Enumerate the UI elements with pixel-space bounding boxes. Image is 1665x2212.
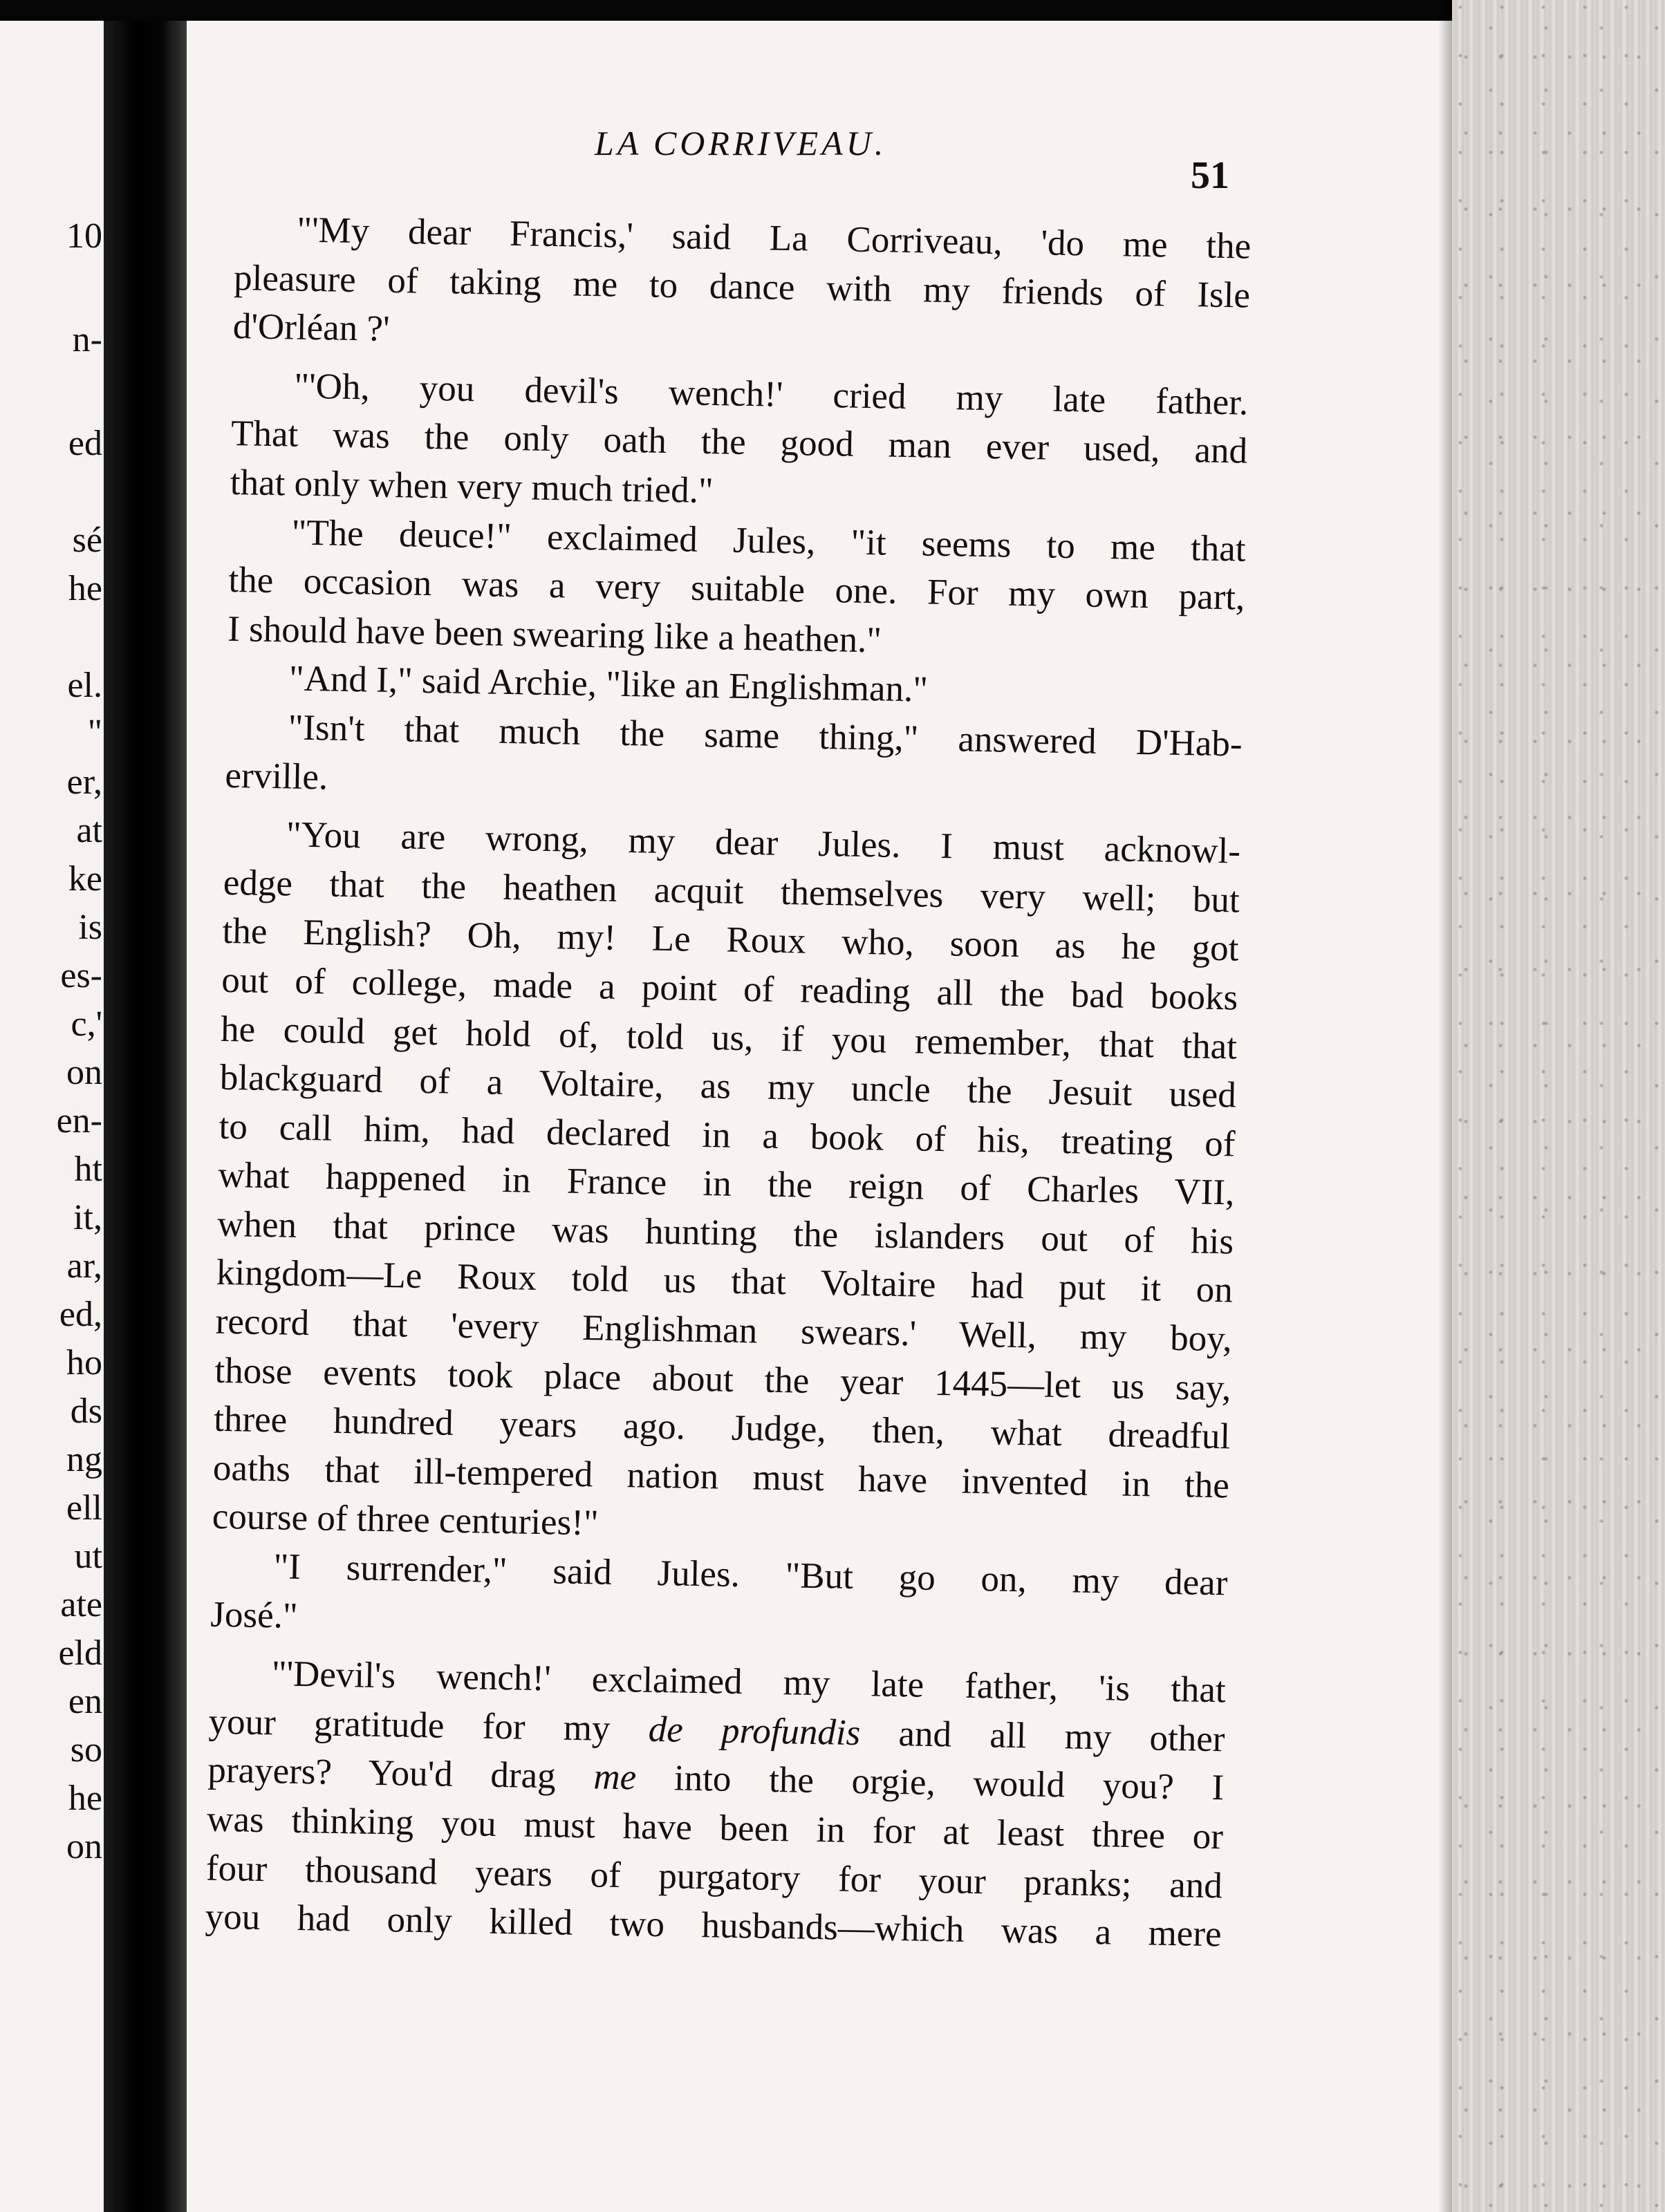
text-line: that only when very much tried." (230, 462, 714, 512)
text-line: was thinking you must have been in for at least three or (206, 1799, 1224, 1857)
text-line: four thousand years of purgatory for your pranks; and (205, 1848, 1223, 1906)
left-fragment: ed, (59, 1295, 102, 1334)
text-line: José." (210, 1594, 299, 1636)
left-fragment: eld (58, 1633, 102, 1673)
text-line: "'Devil's wench!' exclaimed my late father, 'is that (271, 1653, 1227, 1711)
italic-phrase: me (593, 1756, 637, 1798)
text-line: the occasion was a very suitable one. For my own part, (228, 560, 1245, 618)
text-line: erville. (225, 755, 328, 797)
text-line: out of college, made a point of reading all the bad books (221, 959, 1238, 1018)
italic-phrase: de profundis (648, 1709, 861, 1753)
page-number: 51 (1191, 154, 1229, 197)
book-gutter (104, 21, 187, 2212)
text-line: pleasure of taking me to dance with my friends of Isle (233, 257, 1251, 316)
left-fragment: er, (66, 762, 102, 802)
text-line: That was the only oath the good man ever used, and (230, 413, 1248, 471)
text-line: "The deuce!" exclaimed Jules, "it seems to me that (291, 512, 1247, 570)
text-line: three hundred years ago. Judge, then, what dreadful (213, 1398, 1231, 1457)
text-line: when that prince was hunting the islanders out of his (216, 1203, 1234, 1262)
left-fragment: n- (72, 320, 102, 359)
page-edges (1452, 0, 1665, 2212)
text-segment: and all my other (898, 1713, 1226, 1760)
text-line: those events took place about the year 1445—let us say, (214, 1350, 1231, 1409)
text-line: he could get hold of, told us, if you remember, that that (220, 1009, 1238, 1067)
left-fragment: ds (70, 1391, 102, 1431)
left-fragment: ut (74, 1537, 102, 1576)
text-line: "I surrender," said Jules. "But go on, my dear (273, 1546, 1228, 1604)
left-fragment: es- (60, 956, 102, 995)
left-fragment: ke (68, 859, 102, 899)
left-fragment: " (87, 713, 102, 752)
left-fragment: el. (67, 666, 102, 705)
left-fragment: en (68, 1682, 102, 1721)
text-line: blackguard of a Voltaire, as my uncle the Jesuit used (219, 1057, 1237, 1116)
left-fragment: ell (66, 1488, 102, 1528)
text-line: d'Orléan ?' (232, 306, 390, 350)
text-segment: prayers? You'd drag (207, 1750, 557, 1797)
text-line: "You are wrong, my dear Jules. I must acknowl- (286, 814, 1241, 872)
text-line: what happened in France in the reign of Charles VII, (217, 1155, 1235, 1213)
text-line: "'Oh, you devil's wench!' cried my late father. (293, 366, 1249, 423)
left-fragment: 10 (66, 216, 102, 256)
left-fragment: it, (73, 1198, 102, 1237)
text-line: the English? Oh, my! Le Roux who, soon as he got (222, 911, 1239, 969)
left-fragment: sé (72, 521, 102, 560)
text-line: you had only killed two husbands—which was a mere (205, 1896, 1222, 1955)
left-fragment: ht (74, 1150, 102, 1189)
left-fragment: c,' (71, 1004, 102, 1044)
text-segment: your gratitude for my (208, 1701, 611, 1749)
left-fragment: is (78, 908, 102, 947)
text-line: "Isn't that much the same thing," answered D'Hab- (288, 707, 1243, 765)
left-fragment: ng (66, 1440, 102, 1479)
left-fragment: at (76, 811, 102, 850)
text-line: I should have been swearing like a heathen." (227, 608, 882, 661)
text-line: edge that the heathen acquit themselves very well; but (223, 862, 1240, 921)
left-fragment: ar, (66, 1246, 102, 1286)
left-fragment: ate (60, 1585, 102, 1624)
text-line: "And I," said Archie, "like an Englishman." (288, 658, 929, 710)
text-line: to call him, had declared in a book of his, treating of (218, 1106, 1236, 1165)
left-fragment: ed (68, 424, 102, 463)
left-fragment: so (70, 1730, 102, 1770)
text-segment: into the orgie, would you? I (673, 1758, 1225, 1808)
running-head: LA CORRIVEAU. (595, 124, 887, 162)
scan-top-border (0, 0, 1665, 21)
left-fragment: on (66, 1053, 102, 1092)
text-line: kingdom—Le Roux told us that Voltaire had put it on (216, 1253, 1234, 1311)
left-fragment: he (68, 1779, 102, 1818)
text-line: course of three centuries!" (212, 1497, 599, 1544)
left-fragment: en- (56, 1101, 102, 1141)
body-text (205, 205, 1252, 1959)
left-facing-page (0, 21, 104, 2212)
text-line: "'My dear Francis,' said La Corriveau, 'do me the (296, 209, 1252, 267)
text-line: record that 'every Englishman swears.' Well, my boy, (215, 1301, 1233, 1360)
text-line: oaths that ill-tempered nation must have invented in the (212, 1447, 1230, 1506)
left-fragment: on (66, 1827, 102, 1866)
left-fragment: he (68, 569, 102, 608)
left-fragment: ho (66, 1343, 102, 1382)
